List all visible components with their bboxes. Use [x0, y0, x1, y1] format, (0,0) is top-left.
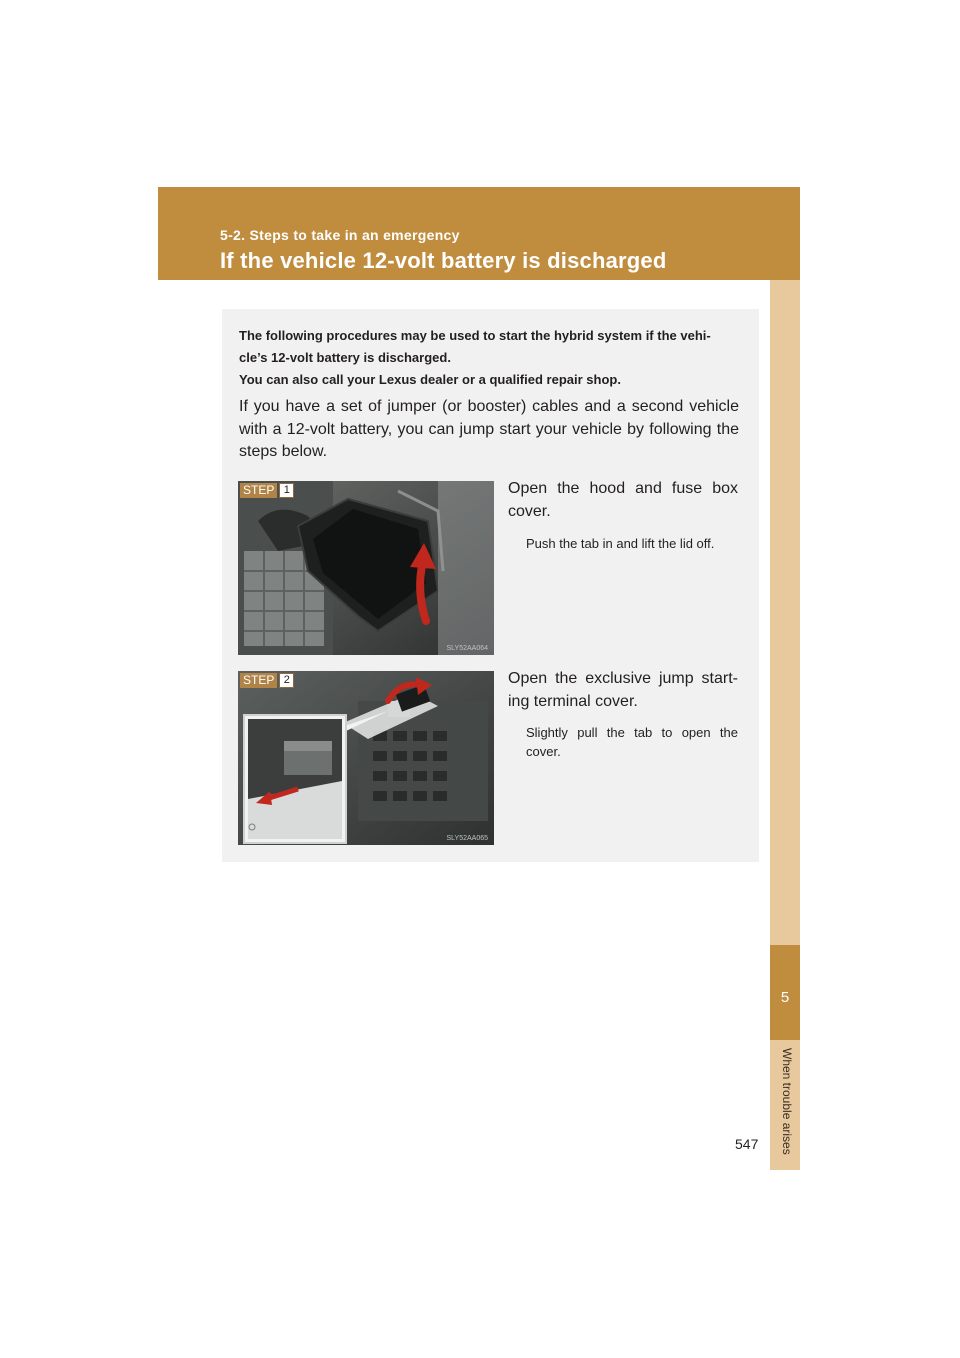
section-label: 5-2. Steps to take in an emergency — [220, 227, 460, 243]
step-2-label: STEP — [240, 673, 277, 688]
section-header — [158, 187, 800, 280]
step-2-title: Open the exclusive jump start-ing terminal cover. — [508, 670, 738, 710]
chapter-number: 5 — [780, 989, 790, 1006]
lead-paragraph: If you have a set of jumper (or booster) cables and a second vehicle with a 12-volt battery, you can jump start your vehicle by following the steps below. — [239, 398, 739, 460]
step-1-note: Push the tab in and lift the lid off. — [526, 536, 715, 551]
step-1-number: 1 — [279, 483, 294, 498]
intro-line-1: The following procedures may be used to start the hybrid system if the vehi-cle’s 12-volt battery is discharged. — [239, 328, 711, 365]
step-1-badge — [240, 483, 294, 498]
step-2-note: Slightly pull the tab to open the cover. — [526, 725, 738, 759]
content-panel — [222, 309, 759, 862]
figure-code: SLY52AA064 — [446, 645, 488, 652]
step-1-title: Open the hood and fuse box cover. — [508, 480, 738, 520]
fuse-box-cover-illustration — [238, 481, 494, 655]
jump-start-terminal-illustration — [238, 671, 494, 845]
page-number: 547 — [735, 1136, 759, 1152]
step-2-number: 2 — [279, 673, 294, 688]
chapter-number-box — [770, 945, 800, 1040]
step-1-figure — [238, 481, 494, 655]
figure-code: SLY52AA065 — [446, 835, 488, 842]
step-2-figure — [238, 671, 494, 845]
intro-line-2: You can also call your Lexus dealer or a qualified repair shop. — [239, 372, 621, 387]
page-title: If the vehicle 12-volt battery is discharged — [220, 248, 667, 273]
step-2-badge — [240, 673, 294, 688]
chapter-title: When trouble arises — [780, 1048, 794, 1155]
intro-text — [239, 325, 739, 391]
step-1-label: STEP — [240, 483, 277, 498]
